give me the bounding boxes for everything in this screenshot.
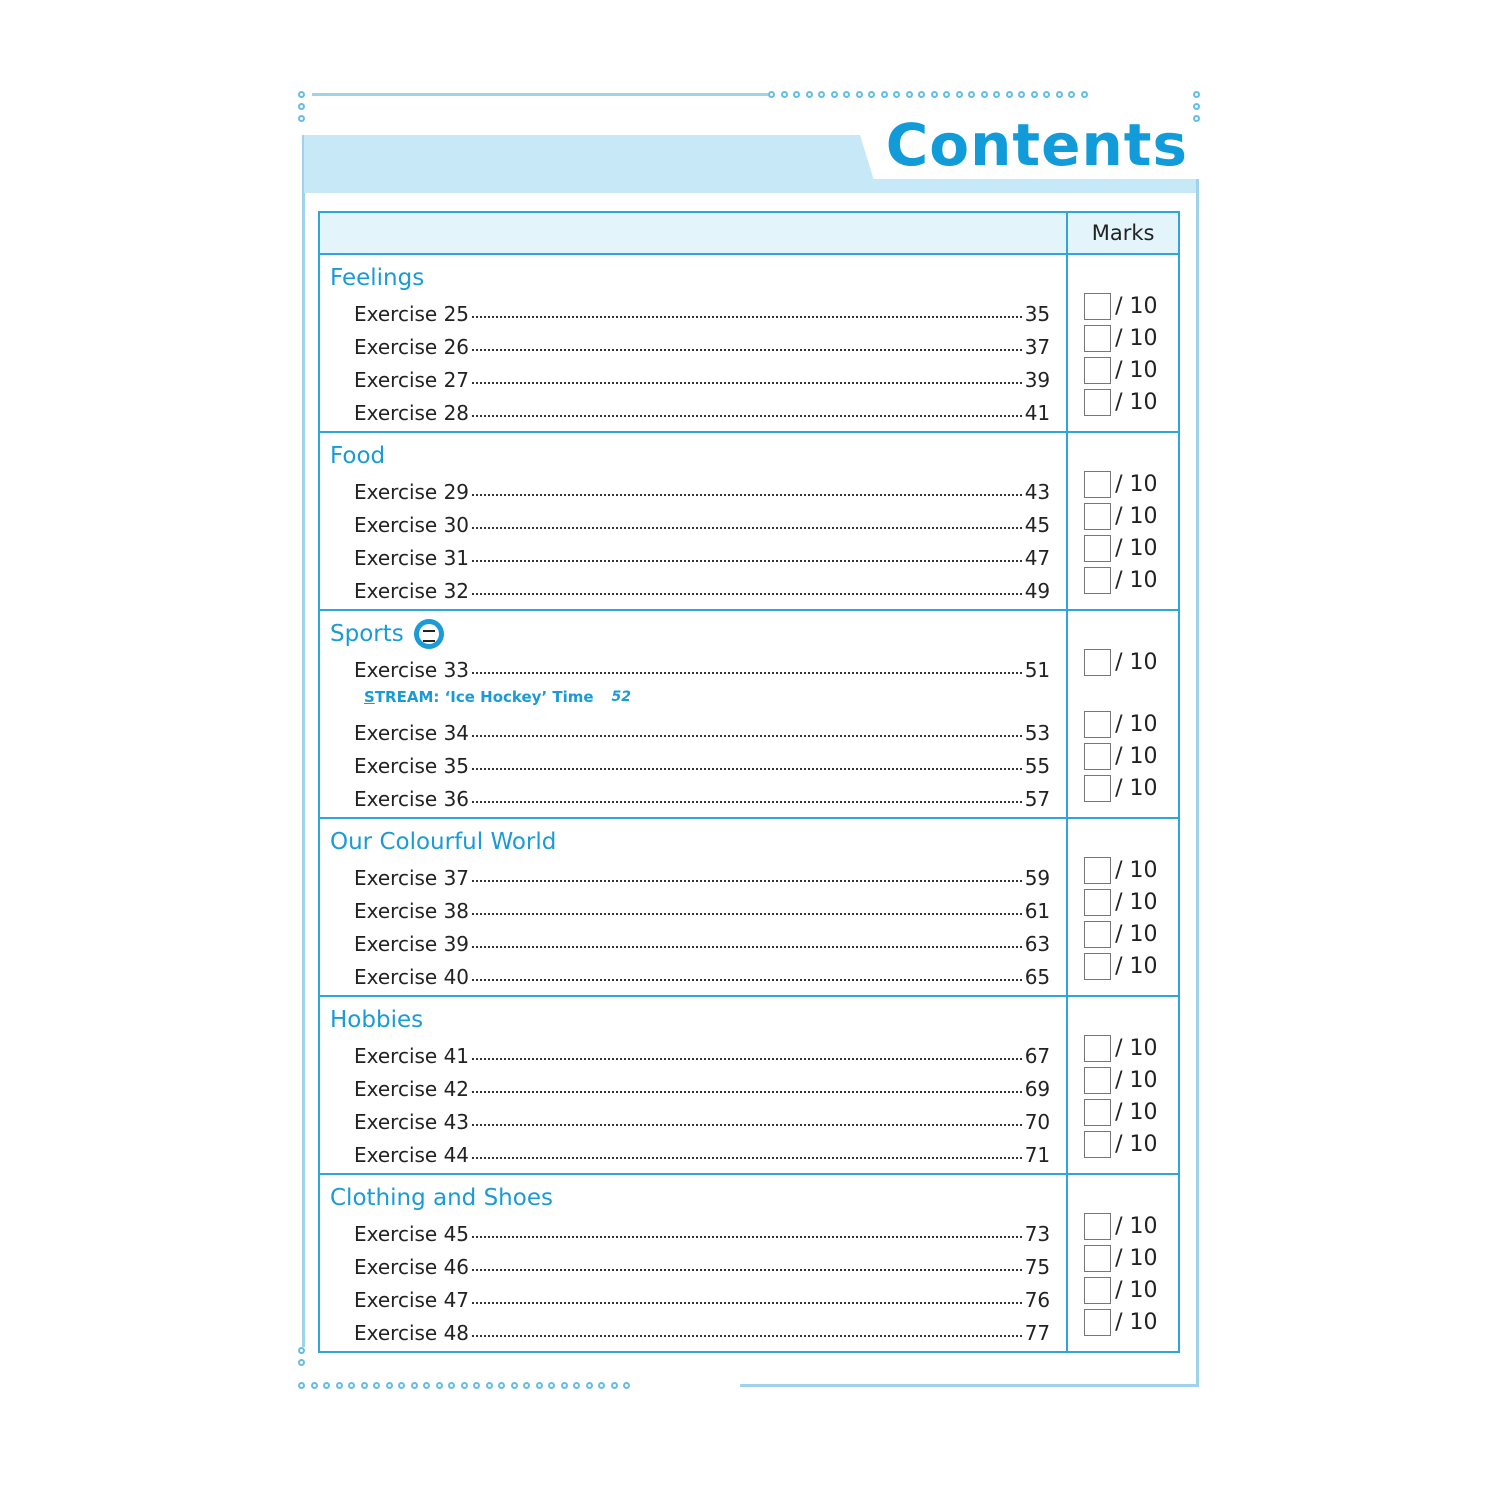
section-cell [319, 996, 1067, 1174]
exercise-row[interactable] [328, 1035, 1066, 1068]
exercise-label: Exercise 44 [354, 1143, 470, 1167]
exercise-row[interactable] [328, 1213, 1066, 1246]
exercise-row[interactable] [328, 745, 1066, 778]
exercise-label: Exercise 34 [354, 721, 470, 745]
page-number: 41 [1024, 401, 1051, 425]
mark-box[interactable] [1084, 1131, 1111, 1158]
frame-dot [298, 1347, 305, 1354]
page-number: 49 [1024, 579, 1051, 603]
mark-entry [1084, 1035, 1157, 1062]
dot-leader [472, 768, 1022, 770]
stream-badge-icon [414, 619, 444, 649]
section-title [330, 441, 1066, 471]
marks-cell [1067, 1174, 1179, 1352]
page-number: 53 [1024, 721, 1051, 745]
frame-dot [298, 1382, 305, 1389]
section-title-text: Sports [330, 621, 404, 647]
frame-dot [956, 91, 963, 98]
frame-dot [1006, 91, 1013, 98]
exercise-row[interactable] [328, 537, 1066, 570]
frame-dot [498, 1382, 505, 1389]
frame-top-line [312, 93, 768, 96]
exercise-label: Exercise 29 [354, 480, 470, 504]
exercise-row[interactable] [328, 1246, 1066, 1279]
dot-leader [472, 415, 1022, 417]
mark-box[interactable] [1084, 649, 1111, 676]
mark-box[interactable] [1084, 1035, 1111, 1062]
exercise-label: Exercise 32 [354, 579, 470, 603]
page-number: 70 [1024, 1110, 1051, 1134]
frame-dot [868, 91, 875, 98]
frame-dot [943, 91, 950, 98]
section-row [319, 818, 1179, 996]
exercise-row[interactable] [328, 1101, 1066, 1134]
exercise-label: Exercise 27 [354, 368, 470, 392]
frame-dot [548, 1382, 555, 1389]
frame-dot [1068, 91, 1075, 98]
page-number: 39 [1024, 368, 1051, 392]
section-row [319, 610, 1179, 818]
mark-entry [1084, 471, 1157, 498]
mark-out-of: / 10 [1115, 1100, 1158, 1125]
mark-out-of: / 10 [1115, 858, 1158, 883]
mark-entry [1084, 389, 1157, 416]
section-row [319, 996, 1179, 1174]
frame-bottom-dots [298, 1382, 630, 1389]
mark-out-of: / 10 [1115, 650, 1158, 675]
exercise-row[interactable] [328, 857, 1066, 890]
dot-leader [472, 1335, 1022, 1337]
mark-box[interactable] [1084, 857, 1111, 884]
mark-box[interactable] [1084, 921, 1111, 948]
marks-header-cell [1067, 212, 1179, 254]
mark-out-of: / 10 [1115, 1036, 1158, 1061]
mark-out-of: / 10 [1115, 326, 1158, 351]
section-title-text: Hobbies [330, 1007, 424, 1033]
section-title [330, 619, 1066, 649]
frame-dot [311, 1382, 318, 1389]
mark-out-of: / 10 [1115, 294, 1158, 319]
mark-box[interactable] [1084, 1213, 1111, 1240]
exercise-row[interactable] [328, 1068, 1066, 1101]
mark-out-of: / 10 [1115, 890, 1158, 915]
frame-dot [298, 115, 305, 122]
section-title-text: Our Colourful World [330, 829, 557, 855]
dot-leader [472, 1124, 1022, 1126]
mark-box[interactable] [1084, 953, 1111, 980]
frame-dot [436, 1382, 443, 1389]
frame-dot [373, 1382, 380, 1389]
frame-dot [386, 1382, 393, 1389]
page-number: 37 [1024, 335, 1051, 359]
frame-dot [473, 1382, 480, 1389]
mark-out-of: / 10 [1115, 472, 1158, 497]
frame-dot [993, 91, 1000, 98]
frame-dot [856, 91, 863, 98]
mark-out-of: / 10 [1115, 536, 1158, 561]
exercise-row[interactable] [328, 326, 1066, 359]
exercise-label: Exercise 25 [354, 302, 470, 326]
frame-dot [361, 1382, 368, 1389]
dot-leader [472, 316, 1022, 318]
mark-out-of: / 10 [1115, 1214, 1158, 1239]
stream-label: TREAM: ‘Ice Hockey’ Time [374, 688, 594, 706]
section-cell [319, 818, 1067, 996]
dot-leader [472, 1269, 1022, 1271]
frame-dot [336, 1382, 343, 1389]
frame-dot [1018, 91, 1025, 98]
exercise-row[interactable] [328, 1134, 1066, 1167]
mark-entry [1084, 857, 1157, 884]
mark-entry [1084, 649, 1157, 676]
mark-box[interactable] [1084, 1309, 1111, 1336]
mark-box[interactable] [1084, 1277, 1111, 1304]
mark-box[interactable] [1084, 1067, 1111, 1094]
page-number: 61 [1024, 899, 1051, 923]
dot-leader [472, 672, 1022, 674]
page-number: 73 [1024, 1222, 1051, 1246]
page-number: 57 [1024, 787, 1051, 811]
exercise-row[interactable] [328, 471, 1066, 504]
frame-left-top-dots [298, 91, 305, 122]
mark-box[interactable] [1084, 325, 1111, 352]
mark-entry [1084, 921, 1157, 948]
dot-leader [472, 979, 1022, 981]
exercise-label: Exercise 26 [354, 335, 470, 359]
frame-dot [793, 91, 800, 98]
mark-entry [1084, 743, 1157, 770]
exercise-label: Exercise 37 [354, 866, 470, 890]
mark-box[interactable] [1084, 471, 1111, 498]
dot-leader [472, 560, 1022, 562]
mark-box[interactable] [1084, 535, 1111, 562]
frame-right-line [1196, 135, 1199, 1387]
exercise-label: Exercise 40 [354, 965, 470, 989]
marks-cell [1067, 432, 1179, 610]
page-number: 43 [1024, 480, 1051, 504]
mark-entry [1084, 1309, 1157, 1336]
mark-box[interactable] [1084, 775, 1111, 802]
page-number: 51 [1024, 658, 1051, 682]
frame-dot [818, 91, 825, 98]
frame-dot [1193, 115, 1200, 122]
exercise-row[interactable] [328, 712, 1066, 745]
page-number: 71 [1024, 1143, 1051, 1167]
dot-leader [472, 913, 1022, 915]
mark-entry [1084, 889, 1157, 916]
frame-dot [298, 103, 305, 110]
mark-out-of: / 10 [1115, 1246, 1158, 1271]
exercise-label: Exercise 39 [354, 932, 470, 956]
exercise-label: Exercise 35 [354, 754, 470, 778]
mark-entry [1084, 567, 1157, 594]
dot-leader [472, 1157, 1022, 1159]
mark-entry [1084, 535, 1157, 562]
exercise-label: Exercise 31 [354, 546, 470, 570]
exercise-label: Exercise 45 [354, 1222, 470, 1246]
frame-dot [906, 91, 913, 98]
page-number: 35 [1024, 302, 1051, 326]
frame-dot [523, 1382, 530, 1389]
mark-box[interactable] [1084, 357, 1111, 384]
mark-entry [1084, 711, 1157, 738]
stream-initial: S [364, 688, 375, 706]
frame-dot [411, 1382, 418, 1389]
dot-leader [472, 1236, 1022, 1238]
section-row [319, 254, 1179, 432]
mark-entry [1084, 293, 1157, 320]
exercise-row[interactable] [328, 923, 1066, 956]
dot-leader [472, 593, 1022, 595]
frame-dot [611, 1382, 618, 1389]
frame-bottom-line [740, 1384, 1198, 1387]
mark-entry [1084, 1245, 1157, 1272]
frame-dot [881, 91, 888, 98]
page-number: 59 [1024, 866, 1051, 890]
mark-box[interactable] [1084, 889, 1111, 916]
frame-dot [573, 1382, 580, 1389]
mark-out-of: / 10 [1115, 922, 1158, 947]
exercise-row[interactable] [328, 890, 1066, 923]
mark-box[interactable] [1084, 503, 1111, 530]
exercise-row[interactable] [328, 1279, 1066, 1312]
section-title-text: Food [330, 443, 386, 469]
exercise-label: Exercise 42 [354, 1077, 470, 1101]
mark-out-of: / 10 [1115, 712, 1158, 737]
mark-out-of: / 10 [1115, 1310, 1158, 1335]
page-number: 65 [1024, 965, 1051, 989]
exercise-row[interactable] [328, 392, 1066, 425]
exercise-row[interactable] [328, 778, 1066, 811]
page-number: 76 [1024, 1288, 1051, 1312]
exercise-label: Exercise 38 [354, 899, 470, 923]
mark-entry [1084, 357, 1157, 384]
dot-leader [472, 527, 1022, 529]
mark-entry [1084, 775, 1157, 802]
dot-leader [472, 1058, 1022, 1060]
frame-dot [298, 91, 305, 98]
contents-table [318, 211, 1180, 1353]
mark-entry [1084, 325, 1157, 352]
marks-cell [1067, 996, 1179, 1174]
frame-dot [1081, 91, 1088, 98]
page-title: Contents [885, 111, 1188, 179]
mark-entry [1084, 1131, 1157, 1158]
stream-page-number: 52 [611, 689, 632, 705]
mark-out-of: / 10 [1115, 390, 1158, 415]
dot-leader [472, 349, 1022, 351]
exercise-label: Exercise 30 [354, 513, 470, 537]
mark-out-of: / 10 [1115, 504, 1158, 529]
frame-dot [831, 91, 838, 98]
frame-dot [918, 91, 925, 98]
frame-top-dots [768, 91, 1088, 98]
mark-box[interactable] [1084, 389, 1111, 416]
frame-right-top-dots [1193, 91, 1200, 122]
mark-entry [1084, 1067, 1157, 1094]
mark-entry [1084, 1099, 1157, 1126]
section-cell [319, 432, 1067, 610]
table-header-row [319, 212, 1179, 254]
frame-dot [461, 1382, 468, 1389]
exercise-label: Exercise 41 [354, 1044, 470, 1068]
dot-leader [472, 880, 1022, 882]
mark-box[interactable] [1084, 293, 1111, 320]
frame-dot [511, 1382, 518, 1389]
frame-dot [931, 91, 938, 98]
section-title [330, 263, 1066, 293]
exercise-label: Exercise 47 [354, 1288, 470, 1312]
frame-left-line [302, 135, 305, 1347]
page-number: 77 [1024, 1321, 1051, 1345]
mark-entry [1084, 1277, 1157, 1304]
exercise-row[interactable] [328, 570, 1066, 603]
frame-dot [623, 1382, 630, 1389]
stream-row[interactable] [328, 682, 1066, 712]
dot-leader [472, 946, 1022, 948]
section-cell [319, 1174, 1067, 1352]
frame-dot [586, 1382, 593, 1389]
exercise-row[interactable] [328, 359, 1066, 392]
exercise-row[interactable] [328, 293, 1066, 326]
page-number: 63 [1024, 932, 1051, 956]
mark-entry [1084, 953, 1157, 980]
section-title-text: Feelings [330, 265, 425, 291]
exercise-label: Exercise 46 [354, 1255, 470, 1279]
frame-dot [323, 1382, 330, 1389]
exercise-row[interactable] [328, 649, 1066, 682]
exercise-label: Exercise 36 [354, 787, 470, 811]
mark-entry [1084, 503, 1157, 530]
frame-dot [348, 1382, 355, 1389]
exercise-row[interactable] [328, 504, 1066, 537]
header-blank-cell [319, 212, 1067, 254]
page-number: 67 [1024, 1044, 1051, 1068]
dot-leader [472, 735, 1022, 737]
frame-dot [1043, 91, 1050, 98]
frame-dot [968, 91, 975, 98]
frame-dot [1056, 91, 1063, 98]
frame-dot [448, 1382, 455, 1389]
frame-dot [298, 1359, 305, 1366]
mark-entry [1084, 1213, 1157, 1240]
exercise-label: Exercise 43 [354, 1110, 470, 1134]
mark-box[interactable] [1084, 1099, 1111, 1126]
frame-dot [781, 91, 788, 98]
section-row [319, 432, 1179, 610]
frame-dot [598, 1382, 605, 1389]
frame-dot [893, 91, 900, 98]
frame-dot [843, 91, 850, 98]
frame-dot [981, 91, 988, 98]
page-number: 55 [1024, 754, 1051, 778]
marks-header: Marks [1091, 221, 1155, 245]
frame-dot [1193, 103, 1200, 110]
marks-cell [1067, 254, 1179, 432]
dot-leader [472, 382, 1022, 384]
page-number: 75 [1024, 1255, 1051, 1279]
page-number: 69 [1024, 1077, 1051, 1101]
frame-dot [1031, 91, 1038, 98]
frame-dot [806, 91, 813, 98]
frame-dot [398, 1382, 405, 1389]
exercise-label: Exercise 28 [354, 401, 470, 425]
section-cell [319, 610, 1067, 818]
mark-out-of: / 10 [1115, 1068, 1158, 1093]
mark-out-of: / 10 [1115, 776, 1158, 801]
mark-out-of: / 10 [1115, 1278, 1158, 1303]
dot-leader [472, 1302, 1022, 1304]
mark-out-of: / 10 [1115, 358, 1158, 383]
mark-box[interactable] [1084, 711, 1111, 738]
mark-out-of: / 10 [1115, 954, 1158, 979]
frame-dot [561, 1382, 568, 1389]
mark-box[interactable] [1084, 1245, 1111, 1272]
page-number: 45 [1024, 513, 1051, 537]
section-row [319, 1174, 1179, 1352]
frame-dot [423, 1382, 430, 1389]
mark-box[interactable] [1084, 567, 1111, 594]
frame-dot [536, 1382, 543, 1389]
exercise-row[interactable] [328, 956, 1066, 989]
exercise-label: Exercise 48 [354, 1321, 470, 1345]
marks-cell [1067, 610, 1179, 818]
dot-leader [472, 1091, 1022, 1093]
page-number: 47 [1024, 546, 1051, 570]
mark-out-of: / 10 [1115, 1132, 1158, 1157]
frame-left-bottom-dots [298, 1347, 305, 1366]
exercise-row[interactable] [328, 1312, 1066, 1345]
frame-dot [486, 1382, 493, 1389]
frame-dot [1193, 91, 1200, 98]
section-title-text: Clothing and Shoes [330, 1185, 553, 1211]
dot-leader [472, 801, 1022, 803]
marks-cell [1067, 818, 1179, 996]
dot-leader [472, 494, 1022, 496]
mark-box[interactable] [1084, 743, 1111, 770]
section-title [330, 1183, 1066, 1213]
mark-out-of: / 10 [1115, 744, 1158, 769]
section-title [330, 827, 1066, 857]
section-title [330, 1005, 1066, 1035]
exercise-label: Exercise 33 [354, 658, 470, 682]
mark-out-of: / 10 [1115, 568, 1158, 593]
section-cell [319, 254, 1067, 432]
frame-dot [768, 91, 775, 98]
